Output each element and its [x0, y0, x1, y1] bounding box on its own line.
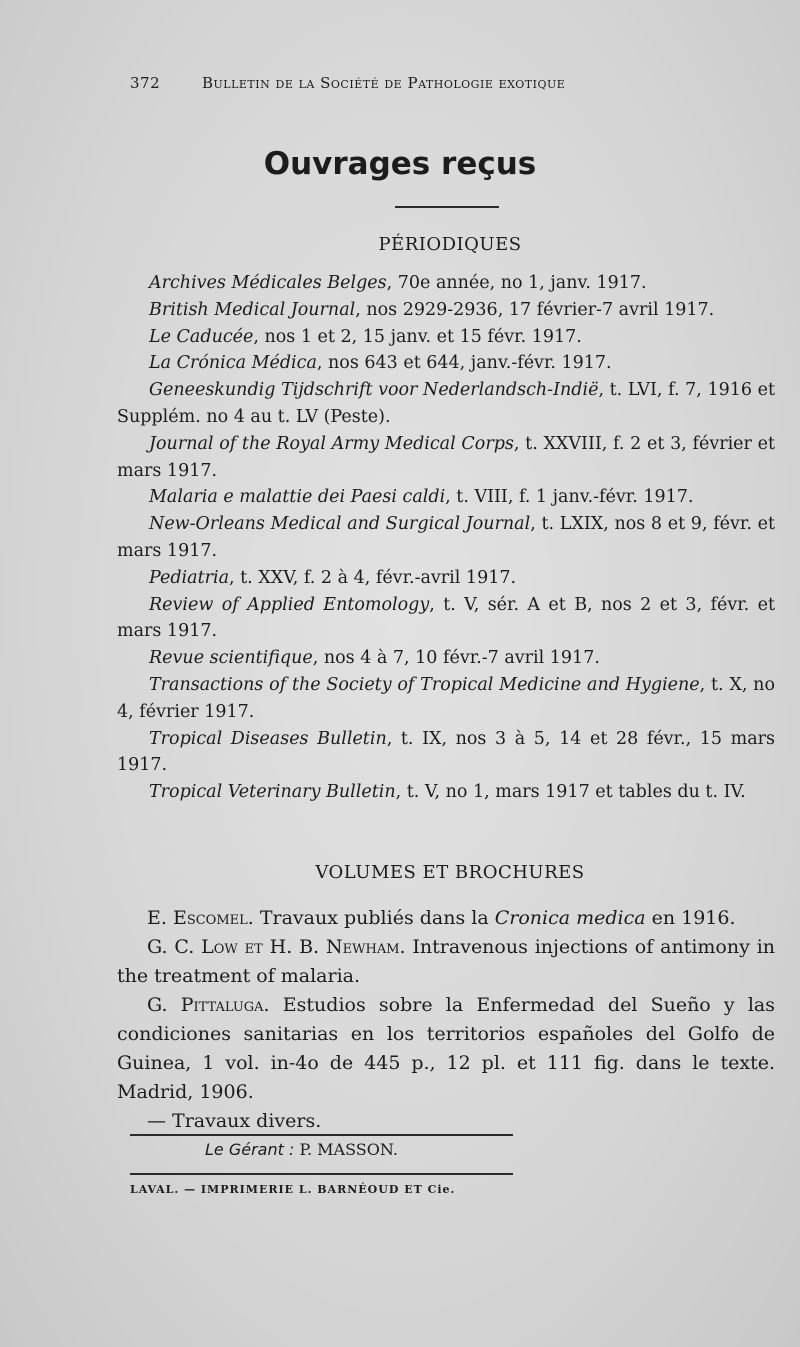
periodical-details: , nos 1 et 2, 15 janv. et 15 févr. 1917. — [253, 326, 582, 347]
list-item — [117, 377, 775, 431]
periodical-title: Malaria e malattie dei Paesi caldi — [149, 487, 446, 508]
book-text: Travaux publiés dans la — [253, 907, 495, 929]
periodiques-heading: PÉRIODIQUES — [378, 234, 522, 255]
list-item — [117, 592, 775, 646]
periodical-title: Pediatria — [149, 567, 230, 588]
list-item — [117, 779, 775, 806]
list-item — [117, 511, 775, 565]
periodical-title: Archives Médicales Belges — [149, 273, 387, 293]
list-item — [117, 991, 775, 1107]
periodical-details: , 70e année, no 1, janv. 1917. — [386, 273, 647, 293]
periodical-title: Review of Applied Entomology — [149, 594, 430, 615]
list-item — [117, 933, 775, 991]
periodical-title: British Medical Journal — [149, 299, 356, 320]
periodical-title: Tropical Diseases Bulletin — [149, 728, 387, 749]
book-author: E. Escomel. — [147, 907, 254, 929]
list-item — [117, 672, 775, 726]
periodical-title: Journal of the Royal Army Medical Corps — [149, 433, 514, 454]
list-item — [117, 297, 775, 324]
periodical-details: , t. IX, nos 3 à 5, 14 et 28 févr., 15 mars 1917. — [117, 728, 775, 776]
book-text: Intravenous injections of antimony in the treatment of malaria. — [117, 936, 776, 987]
periodical-details: , t. V, sér. A et B, nos 2 et 3, févr. et mars 1917. — [117, 594, 775, 642]
book-author: G. Pittaluga. — [147, 994, 270, 1016]
gerant-line — [205, 1140, 398, 1159]
book-author: G. C. Low et H. B. Newham. — [147, 936, 406, 958]
periodical-details: , t. XXVIII, f. 2 et 3, février et mars 1917. — [117, 433, 776, 481]
book-author: — — [147, 1110, 166, 1132]
list-item — [117, 904, 775, 933]
periodiques-list — [117, 270, 775, 806]
periodical-details: , t. X, no 4, février 1917. — [117, 674, 775, 722]
list-item — [117, 1107, 775, 1136]
periodical-title: Tropical Veterinary Bulletin — [149, 782, 396, 803]
periodical-details: , nos 4 à 7, 10 févr.-7 avril 1917. — [312, 648, 600, 669]
footer-rule-top — [130, 1134, 513, 1136]
page-number: 372 — [130, 74, 161, 92]
periodical-details: , nos 2929-2936, 17 février-7 avril 1917. — [355, 299, 715, 320]
periodical-title: New-Orleans Medical and Surgical Journal — [149, 514, 531, 535]
footer-rule-bottom — [130, 1173, 513, 1175]
list-item — [117, 726, 775, 780]
periodical-title: Geneeskundig Tijdschrift voor Nederlandsch-Indië — [149, 380, 599, 401]
periodical-details: , t. LXIX, nos 8 et 9, févr. et mars 1917. — [117, 514, 775, 561]
book-text: Estudios sobre la Enfermedad del Sueño y las condiciones sanitarias en los territorios españoles del Golfo de Guinea, 1 vol. in-4o de 445 p., 12 pl. et 111 fig. dans le texte. Madrid, 1906. — [117, 994, 776, 1103]
periodical-details: , t. V, no 1, mars 1917 et tables du t. IV. — [395, 782, 746, 803]
running-title: Bulletin de la Société de Pathologie exotique — [202, 74, 566, 92]
page-title: Ouvrages reçus — [263, 146, 537, 182]
list-item — [117, 484, 775, 511]
periodical-details: , t. XXV, f. 2 à 4, févr.-avril 1917. — [229, 567, 517, 588]
gerant-label: Le Gérant : — [205, 1140, 295, 1159]
periodical-title: Transactions of the Society of Tropical Medicine and Hygiene — [149, 674, 700, 695]
list-item — [117, 565, 775, 592]
book-text-after: en 1916. — [645, 907, 736, 929]
book-text: Travaux divers. — [166, 1110, 322, 1132]
printer-imprint: LAVAL. — IMPRIMERIE L. BARNÉOUD ET Cie. — [130, 1183, 456, 1196]
list-item — [117, 270, 775, 297]
periodical-details: , nos 643 et 644, janv.-févr. 1917. — [316, 353, 612, 374]
volumes-list — [117, 904, 775, 1136]
periodical-title: La Crónica Médica — [149, 353, 317, 374]
periodical-details: , t. LVI, f. 7, 1916 et Supplém. no 4 au t. LV (Peste). — [117, 380, 775, 427]
list-item — [117, 324, 775, 351]
book-italic: Cronica medica — [494, 907, 646, 929]
list-item — [117, 350, 775, 377]
list-item — [117, 645, 775, 672]
volumes-heading: VOLUMES ET BROCHURES — [315, 862, 585, 883]
periodical-title: Le Caducée — [149, 326, 254, 347]
title-divider — [395, 206, 499, 208]
periodical-details: , t. VIII, f. 1 janv.-févr. 1917. — [445, 487, 694, 508]
gerant-name: P. MASSON. — [299, 1140, 398, 1159]
periodical-title: Revue scientifique — [149, 648, 313, 669]
running-header — [130, 74, 690, 92]
list-item — [117, 431, 775, 485]
